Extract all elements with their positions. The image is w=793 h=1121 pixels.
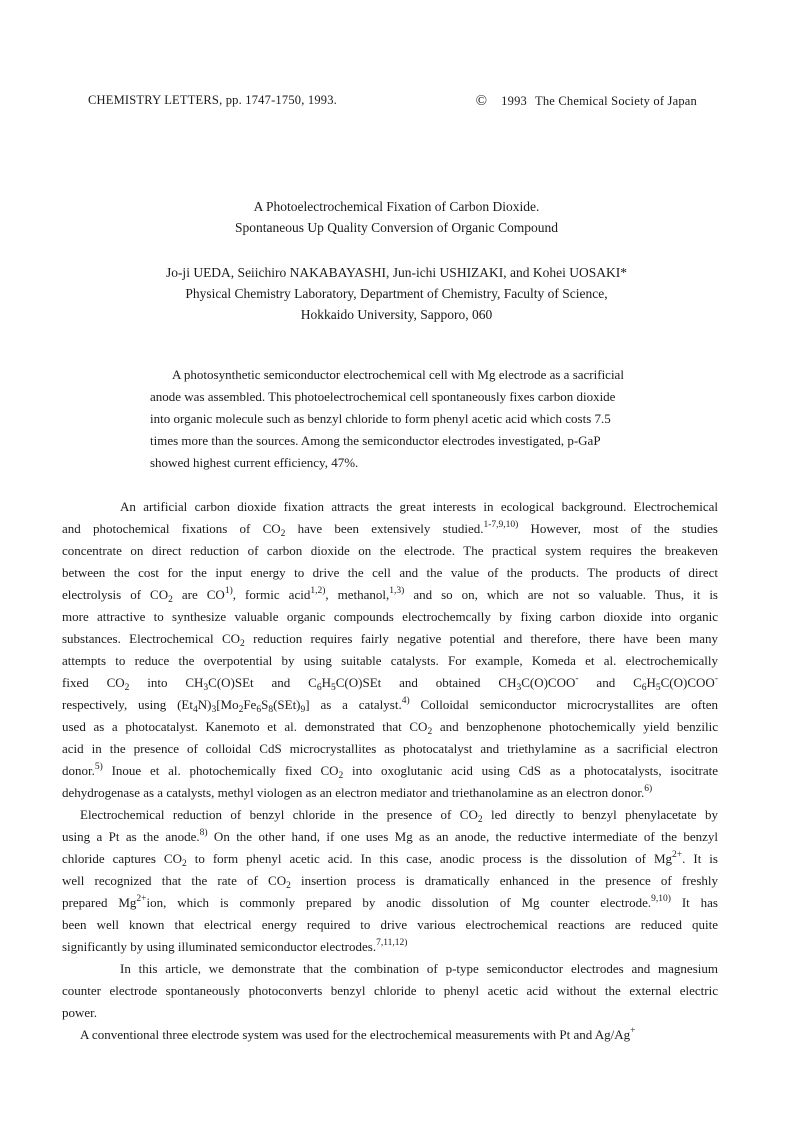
body-line: prepared $Mg^{2+}ion$, which is commonly prepared by anodic dissolution of Mg counter electrode.$^{9,10)}$ It has [62,894,718,910]
copyright-line [476,93,697,110]
body-line: In this article, we demonstrate that the combination of p-type semiconductor electrodes and magnesium [120,961,718,976]
paper-title [0,196,793,238]
society-name: The Chemical Society of Japan [534,94,697,108]
copyright-icon: © [475,93,488,109]
abstract [150,364,660,474]
abstract-line: into organic molecule such as benzyl chloride to form phenyl acetic acid which costs 7.5 [150,411,611,426]
body-line: respectively, using $(Et_4N)_3[Mo_2Fe_6S_8(SEt)_9]$ as a catalyst.$^{4)}$ Colloidal semiconductor microcrystallites are often [62,696,719,715]
body-line: counter electrode spontaneously photoconverts benzyl chloride to phenyl acetic acid without the external electric [62,983,718,998]
body-line: attempts to reduce the overpotential by using suitable catalysts. For example, Komeda et al. electrochemically [62,653,718,668]
title-line-2: Spontaneous Up Quality Conversion of Organic Compound [235,220,558,235]
author-block [0,262,793,325]
body-line: An artificial carbon dioxide fixation attracts the great interests in ecological background. Electrochemical [120,499,718,514]
body-line: chloride captures $CO_2$ to form phenyl acetic acid. In this case, anodic process is the dissolution of $Mg^{2+}$. It is [62,850,718,869]
journal-citation: CHEMISTRY LETTERS, pp. 1747-1750, 1993. [88,93,338,107]
body-line: electrolysis of $CO_2$ are CO$^{1)}$, formic acid$^{1,2)}$, methanol,$^{1,3)}$ and so on, which are not so valuable. Thus, it is [62,586,718,605]
body-line: power. [62,1005,98,1020]
body-line: used as a photocatalyst. Kanemoto et al. demonstrated that $CO_2$ and benzophenone photochemically yield benzilic [62,719,718,737]
body-line: substances. Electrochemical $CO_2$ reduction requires fairly negative potential and therefore, there have been many [62,631,718,649]
body-line: dehydrogenase as a catalysts, methyl viologen as an electron mediator and triethanolamine as an electron donor.$^{6)}$ [62,784,653,800]
body-line: A conventional three electrode system was used for the electrochemical measurements with Pt and Ag/Ag+ [80,1026,636,1042]
body-line: well recognized that the rate of $CO_2$ insertion process is dramatically enhanced in the presence of freshly [62,873,718,891]
body-line: concentrate on direct reduction of carbon dioxide on the electrode. The practical system requires the breakeven [62,543,718,558]
body-line: acid in the presence of colloidal CdS microcrystallites as photocatalyst and triethylamine as a sacrificial electron [62,741,718,756]
body-line: Electrochemical reduction of benzyl chloride in the presence of $CO_2$ led directly to benzyl phenylacetate by [80,807,719,825]
body-line: between the cost for the input energy to drive the cell and the value of the products. The products of direct [62,565,718,580]
copyright-year: 1993 [501,94,527,108]
abstract-line: times more than the sources. Among the semiconductor electrodes investigated, p-GaP [150,433,601,448]
affiliation-line-2: Hokkaido University, Sapporo, 060 [300,307,493,322]
body-line: been well known that electrical energy required to drive various electrochemical reactions are reduced quite [62,917,718,932]
author-names: Jo-ji UEDA, Seiichiro NAKABAYASHI, Jun-ichi USHIZAKI, and Kohei UOSAKI* [165,265,628,280]
body-line: fixed $CO_2$ into $CH_3C(O)SEt$ and $C_6H_5C(O)SEt$ and obtained $CH_3C(O)COO^-$ and $C_6H_5C(O)COO^-$ [62,674,718,693]
body-line: donor.$^{5)}$ Inoue et al. photochemically fixed $CO_2$ into oxoglutanic acid using CdS as a photocatalysts, isocitrate [62,762,718,781]
affiliation-line-1: Physical Chemistry Laboratory, Department of Chemistry, Faculty of Science, [185,286,608,301]
title-line-1: A Photoelectrochemical Fixation of Carbon Dioxide. [253,199,540,214]
abstract-line: A photosynthetic semiconductor electrochemical cell with Mg electrode as a sacrificial [172,367,624,382]
body-line: significantly by using illuminated semiconductor electrodes.$^{7,11,12)}$ [62,938,408,954]
abstract-line: anode was assembled. This photoelectrochemical cell spontaneously fixes carbon dioxide [150,389,616,404]
body-line: using a Pt as the anode.$^{8)}$ On the other hand, if one uses Mg as an anode, the reductive intermediate of the benzyl [62,828,718,844]
body-line: more attractive to synthesize valuable organic compounds electrochemcally by fixing carbon dioxide into organic [62,609,718,624]
body-line: and photochemical fixations of $CO_2$ have been extensively studied.$^{1-7,9,10)}$ However, most of the studies [62,520,718,539]
body-text [62,496,718,1046]
abstract-line: showed highest current efficiency, 47%. [150,455,359,470]
